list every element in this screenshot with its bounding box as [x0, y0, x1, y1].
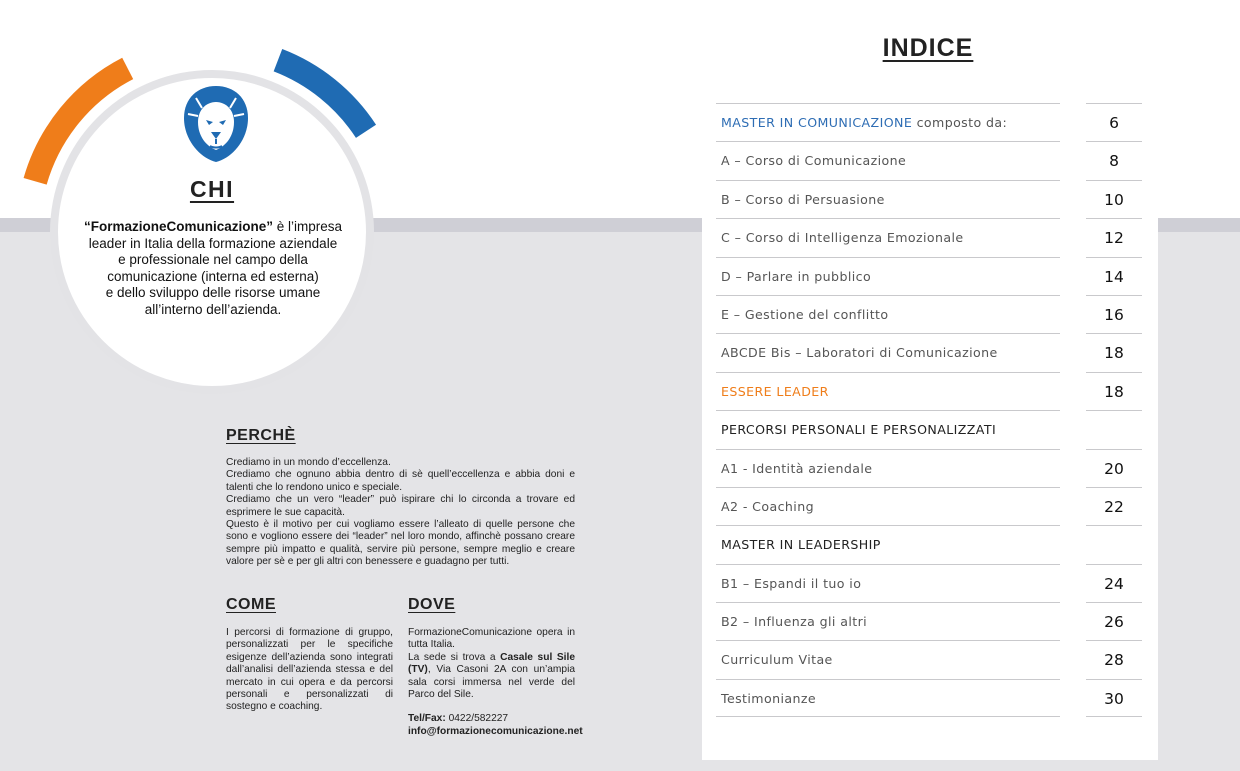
index-row-title: B – Corso di Persuasione	[721, 191, 885, 207]
index-row-label	[716, 602, 1060, 640]
index-row-label	[716, 449, 1060, 487]
index-row-label	[716, 640, 1060, 678]
index-row[interactable]	[716, 218, 1142, 256]
index-row-title: A1 - Identità aziendale	[721, 460, 873, 476]
index-row-title: Testimonianze	[721, 690, 817, 706]
index-row[interactable]	[716, 257, 1142, 295]
chi-title: CHI	[189, 176, 235, 202]
index-row[interactable]	[716, 372, 1142, 410]
index-row[interactable]	[716, 295, 1142, 333]
index-row[interactable]	[716, 333, 1142, 371]
index-row[interactable]	[716, 679, 1142, 717]
index-row-label	[716, 333, 1060, 371]
dove-location: Casale sul Sile (TV)	[408, 651, 576, 676]
index-row-title: Curriculum Vitae	[721, 652, 833, 668]
dove-text-3: , Via Casoni 2A con un’ampia sala corsi immersa nel verde del Parco del Sile.	[408, 664, 575, 701]
index-row-title: B2 – Influenza gli altri	[721, 614, 868, 630]
index-row[interactable]	[716, 487, 1142, 525]
index-row-label	[716, 257, 1060, 295]
dove-title: DOVE	[408, 596, 456, 613]
index-row[interactable]	[716, 640, 1142, 678]
index-row-title: ESSERE LEADER	[721, 383, 829, 399]
index-row-title: B1 – Espandi il tuo io	[721, 575, 862, 591]
chi-line: all’interno dell’azienda.	[144, 301, 282, 317]
tel-value: 0422/582227	[445, 713, 509, 725]
dove-text-1: FormazioneComunicazione opera in tutta Italia.	[408, 627, 575, 651]
index-row[interactable]	[716, 449, 1142, 487]
perche-title: PERCHÈ	[226, 427, 296, 444]
index-row-page: 12	[1086, 218, 1142, 256]
come-title: COME	[226, 596, 276, 613]
index-row-label	[716, 218, 1060, 256]
chi-line: leader in Italia della formazione aziendale	[88, 235, 338, 251]
perche-text: Crediamo in un mondo d’eccellenza. Crediamo che ognuno abbia dentro di sè quell’eccellenza e abbia doni e talenti che lo rendono unico e speciale. Crediamo che un vero “leader” può ispirare chi lo circonda a trovare ed esprimere le sue capacità. Questo è il motivo per cui vogliamo essere l’alleato di quelle persone che sono e vogliono essere dei “leader” nel loro mondo, affinchè possano creare sempre più impatto e qualità, servire più persone, sempre meglio e creare valore per sè e per gli altri con benessere e guadagno per tutti.	[226, 457, 575, 568]
chi-line: e dello sviluppo delle risorse umane	[105, 285, 321, 300]
index-row-page: 18	[1086, 333, 1142, 371]
email-link[interactable]: info@formazionecomunicazione.net	[408, 725, 583, 737]
index-row-label	[716, 564, 1060, 602]
index-row-page: 10	[1086, 180, 1142, 218]
index-row-title: PERCORSI PERSONALI E PERSONALIZZATI	[721, 422, 997, 438]
index-row-page: 22	[1086, 487, 1142, 525]
index-row-page: 20	[1086, 449, 1142, 487]
index-row[interactable]	[716, 602, 1142, 640]
index-row[interactable]	[716, 103, 1142, 141]
index-row-page: 8	[1086, 141, 1142, 179]
index-row-page: 30	[1086, 679, 1142, 717]
index-row[interactable]	[716, 525, 1142, 563]
chi-line: e professionale nel campo della	[118, 252, 308, 267]
index-row-suffix: composto da:	[912, 115, 1008, 130]
index-row[interactable]	[716, 564, 1142, 602]
index-row-page: 26	[1086, 602, 1142, 640]
index-row-label	[716, 679, 1060, 717]
lion-head-icon	[182, 84, 250, 164]
index-row-title: MASTER IN COMUNICAZIONE	[721, 115, 913, 130]
index-row-label	[716, 141, 1060, 179]
index-row-label	[716, 525, 1060, 563]
index-row[interactable]	[716, 410, 1142, 448]
index-row-title: A – Corso di Comunicazione	[721, 153, 907, 169]
index-row-label	[716, 372, 1060, 410]
index-row-title: C – Corso di Intelligenza Emozionale	[721, 230, 964, 246]
index-row-label	[716, 180, 1060, 218]
index-row-page	[1086, 525, 1142, 563]
index-row-page: 6	[1086, 103, 1142, 141]
index-row-label	[716, 295, 1060, 333]
index-row-label	[716, 410, 1060, 448]
index-row-label	[716, 103, 1060, 141]
tel-label: Tel/Fax:	[408, 713, 446, 725]
index-table	[716, 103, 1142, 717]
chi-description	[72, 219, 354, 318]
dove-text	[408, 627, 583, 738]
index-row[interactable]	[716, 141, 1142, 179]
index-title: INDICE	[882, 34, 974, 62]
index-row-label	[716, 487, 1060, 525]
index-row-page: 16	[1086, 295, 1142, 333]
index-row-page: 28	[1086, 640, 1142, 678]
index-row[interactable]	[716, 180, 1142, 218]
index-row-page: 18	[1086, 372, 1142, 410]
brand-name: “FormazioneComunicazione”	[83, 219, 273, 234]
index-row-page: 14	[1086, 257, 1142, 295]
index-row-page: 24	[1086, 564, 1142, 602]
index-row-title: A2 - Coaching	[721, 498, 814, 514]
index-row-title: E – Gestione del conflitto	[721, 306, 889, 322]
index-row-page	[1086, 410, 1142, 448]
dove-text-2: La sede si trova a	[408, 651, 501, 663]
index-row-title: ABCDE Bis – Laboratori di Comunicazione	[721, 345, 998, 361]
index-row-title: D – Parlare in pubblico	[721, 268, 872, 284]
index-row-title: MASTER IN LEADERSHIP	[721, 537, 881, 553]
chi-text-part: è l’impresa	[273, 219, 343, 234]
come-text: I percorsi di formazione di gruppo, personalizzati per le specifiche esigenze dell’azienda sono integrati dall’analisi dell’azienda stessa e del mercato in cui opera e da percorsi personali e personalizzati di sostegno e coaching.	[226, 627, 393, 713]
chi-line: comunicazione (interna ed esterna)	[107, 268, 319, 284]
